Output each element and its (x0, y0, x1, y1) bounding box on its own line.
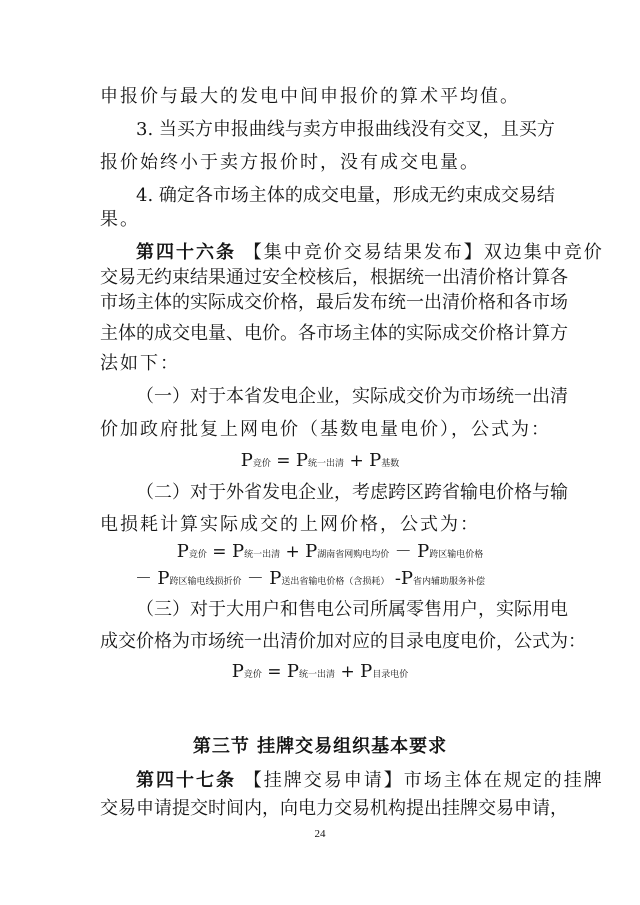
text-line: 报价始终小于卖方报价时，没有成交电量。 (100, 152, 480, 173)
article-46-title: 第四十六条 (136, 242, 236, 263)
section-heading: 第三节 挂牌交易组织基本要求 (192, 736, 448, 757)
text-line: 交易无约束结果通过安全校核后，根据统一出清价格计算各 (100, 267, 568, 288)
text-line: 价加政府批复上网电价（基数电量电价），公式为： (100, 419, 551, 440)
formula-2b: － P跨区输电线损折价 － P送出省输电价格（含损耗） -P省内辅助服务补偿 (134, 568, 486, 589)
text-line: 主体的成交电量、电价。各市场主体的实际成交价格计算方 (100, 323, 568, 344)
text-line: （二）对于外省发电企业，考虑跨区跨省输电价格与输 (136, 482, 568, 503)
text-line: 市场主体的实际成交价格，最后发布统一出清价格和各市场 (100, 292, 568, 313)
text-line: 果。 (100, 209, 140, 230)
text-line: （一）对于本省发电企业，实际成交价为市场统一出清 (136, 386, 568, 407)
text-line: 申报价与最大的发电中间申报价的算术平均值。 (100, 86, 520, 107)
article-46-heading: 【集中竞价交易结果发布】双边集中竞价 (243, 242, 604, 263)
article-47-title: 第四十七条 (136, 770, 236, 791)
text-line: 4. 确定各市场主体的成交电量，形成无约束成交易结 (136, 185, 555, 206)
text-line: 电损耗计算实际成交的上网价格，公式为： (100, 514, 480, 535)
page-number: 24 (314, 828, 326, 840)
formula-2a: P竞价 = P统一出清 + P湖南省网购电均价 － P跨区输电价格 (176, 541, 484, 562)
article-47-line (136, 769, 604, 793)
text-line: 法如下： (100, 353, 180, 374)
formula-3: P竞价 = P统一出清 + P目录电价 (231, 661, 409, 682)
text-line: （三）对于大用户和售电公司所属零售用户，实际用电 (136, 599, 568, 620)
text-line: 成交价格为市场统一出清价加对应的目录电度电价，公式为： (100, 631, 586, 652)
text-line: 交易申请提交时间内，向电力交易机构提出挂牌交易申请， (100, 798, 568, 819)
text-line: 3. 当买方申报曲线与卖方申报曲线没有交叉，且买方 (136, 119, 555, 140)
formula-1: P竞价 = P统一出清 + P基数 (240, 450, 400, 471)
article-46-line (136, 241, 604, 265)
article-47-heading: 【挂牌交易申请】市场主体在规定的挂牌 (243, 770, 604, 791)
